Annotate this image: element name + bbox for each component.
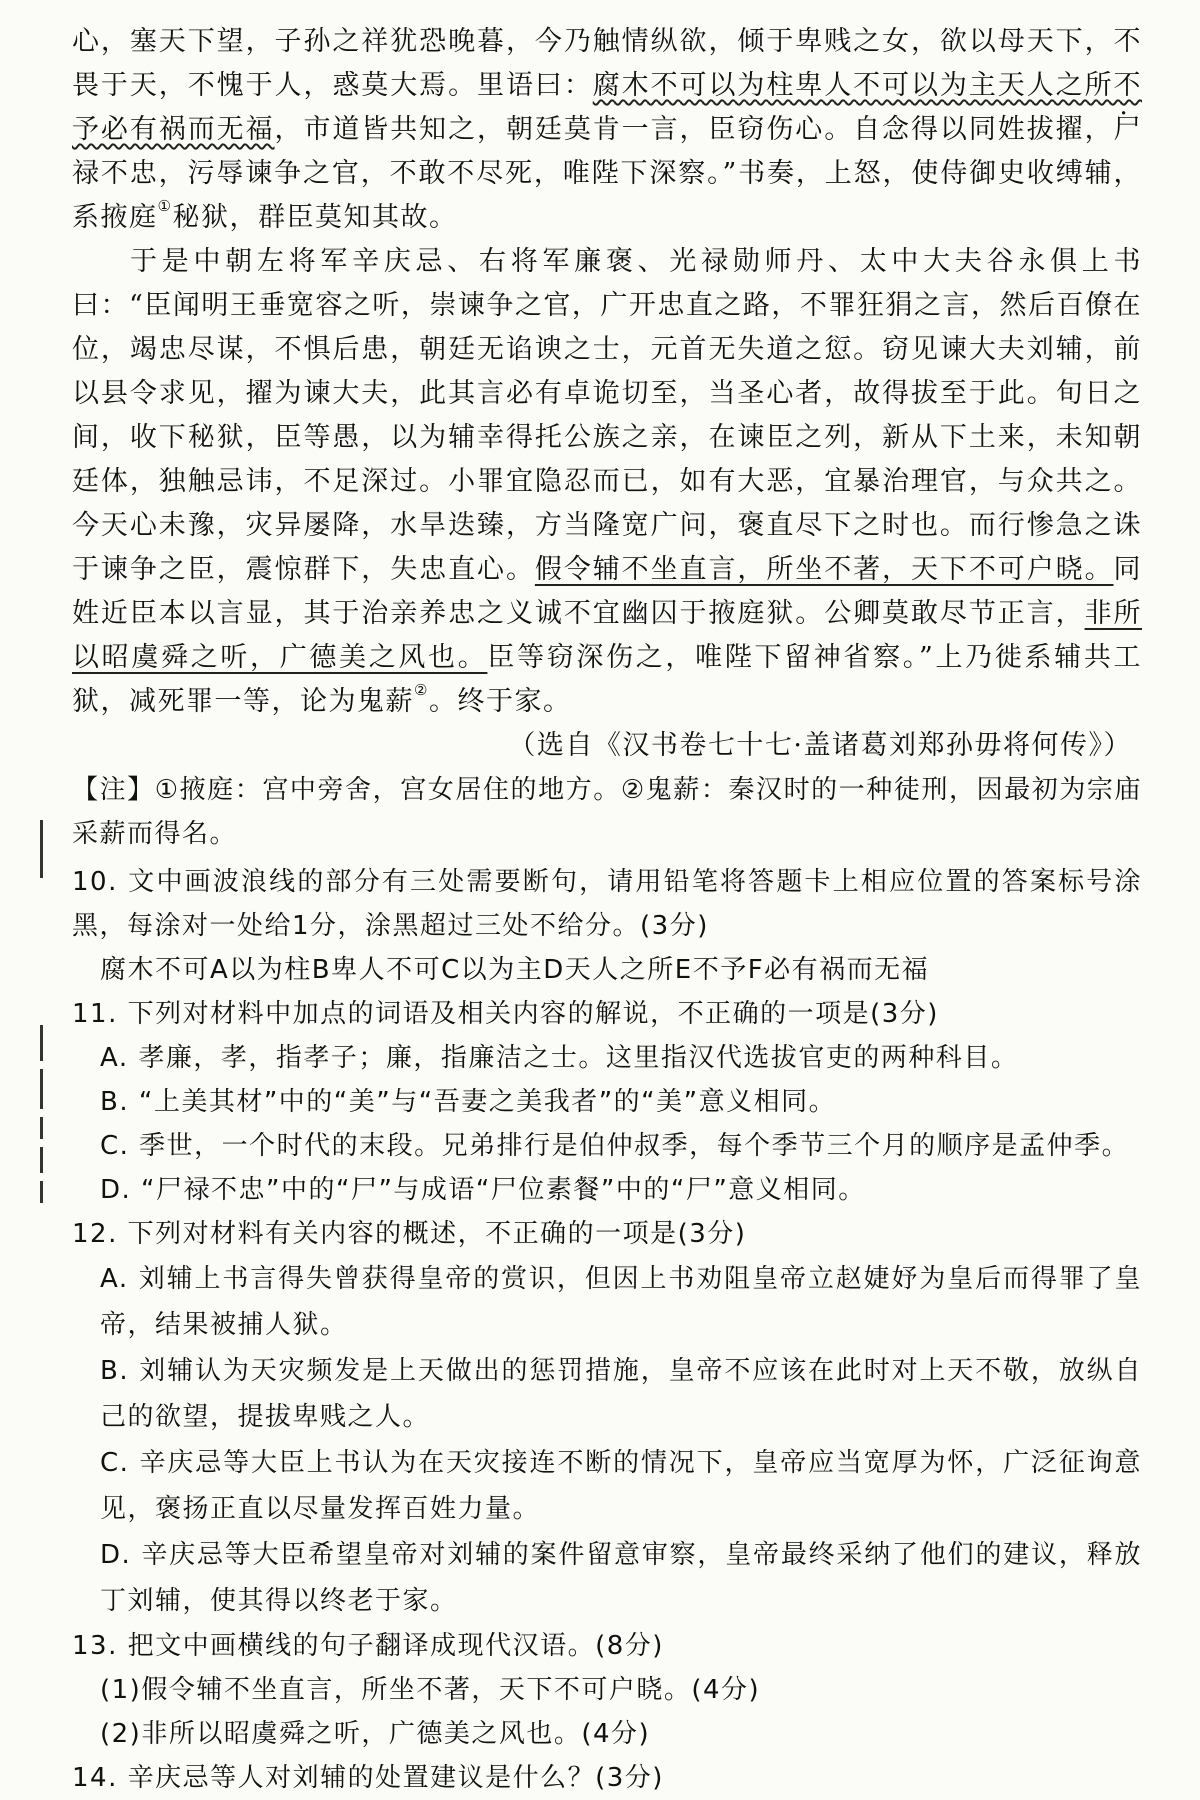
passage-paragraph-1: 心，塞天下望，子孙之祥犹恐晚暮，今乃触情纵欲，倾于卑贱之女，欲以母天下，不畏于天，不愧于人，惑莫大焉。里语曰：腐木不可以为柱卑人不可以为主天人之所不予必有祸而无福，市道皆共知之，朝廷莫肯一言，臣窃伤心。自念得以同姓拔擢，尸禄不忠，污辱谏争之官，不敢不尽死，唯陛下深察。”书奏，上怒，使侍御史收缚辅，系掖庭①秘狱，群臣莫知其故。 [72, 26, 1143, 233]
question-13-stem: 13. 把文中画横线的句子翻译成现代汉语。(8分) [72, 1631, 664, 1661]
question-10 [72, 860, 1142, 992]
passage-source: （选自《汉书卷七十七·盖诸葛刘郑孙毋将何传》） [508, 730, 1132, 761]
question-12 [72, 1212, 1142, 1624]
question-10-sentence: 腐木不可A以为柱B卑人不可C以为主D天人之所E不予F必有祸而无福 [100, 955, 930, 985]
question-13 [72, 1624, 1142, 1756]
margin-marks-2 [40, 1025, 43, 1211]
question-14-stem: 14. 辛庆忌等人对刘辅的处置建议是什么？(3分) [72, 1763, 664, 1793]
question-12-option-b: B. 刘辅认为天灾频发是上天做出的惩罚措施，皇帝不应该在此时对上天不敬，放纵自己的欲望，提拔卑贱之人。 [100, 1356, 1142, 1432]
question-11 [72, 992, 1142, 1212]
underlined-sentence-1: 假令辅不坐直言，所坐不著，天下不可户晓。 [534, 554, 1114, 585]
footnote-marker-1: ① [157, 197, 173, 215]
question-11-option-b: B. “上美其材”中的“美”与“吾妻之美我者”的“美”意义相同。 [100, 1087, 837, 1117]
question-11-option-c: C. 季世，一个时代的末段。兄弟排行是伯仲叔季，每个季节三个月的顺序是孟仲季。 [100, 1131, 1130, 1161]
question-12-stem: 12. 下列对材料有关内容的概述，不正确的一项是(3分) [72, 1219, 747, 1249]
question-11-stem: 11. 下列对材料中加点的词语及相关内容的解说，不正确的一项是(3分) [72, 999, 939, 1029]
question-13-sentence-2: (2)非所以昭虞舜之听，广德美之风也。(4分) [100, 1719, 651, 1749]
question-12-option-c: C. 辛庆忌等大臣上书认为在天灾接连不断的情况下，皇帝应当宽厚为怀，广泛征询意见，褒扬正直以尽量发挥百姓力量。 [100, 1448, 1142, 1524]
question-10-stem: 10. 文中画波浪线的部分有三处需要断句，请用铅笔将答题卡上相应位置的答案标号涂黑，每涂对一处给1分，涂黑超过三处不给分。(3分) [72, 867, 1142, 941]
passage-notes: 【注】①掖庭：宫中旁舍，宫女居住的地方。②鬼薪：秦汉时的一种徒刑，因最初为宗庙采薪而得名。 [72, 775, 1142, 849]
dotted-word: 尸 [1113, 114, 1143, 145]
wavy-underlined-text: 腐木不可以为柱卑人不可以为主天人之所不予必有祸而无福 [72, 70, 1142, 145]
reading-passage [72, 20, 1142, 1800]
question-14 [72, 1756, 1142, 1800]
passage-paragraph-2: 于是中朝左将军辛庆忌、右将军廉褒、光禄勋师丹、太中大夫谷永俱上书曰：“臣闻明王垂宽容之听，崇谏争之官，广开忠直之路，不罪狂狷之言，然后百僚在位，竭忠尽谋，不惧后患，朝廷无谄谀之士，元首无失道之愆。窃见谏大夫刘辅，前以县令求见，擢为谏大夫，此其言必有卓诡切至，当圣心者，故得拔至于此。旬日之间，收下秘狱，臣等愚，以为辅幸得托公族之亲，在谏臣之列，新从下土来，未知朝廷体，独触忌讳，不足深过。小罪宜隐忍而已，如有大恶，宜暴治理官，与众共之。今天心未豫，灾异屡降，水旱迭臻，方当隆宽广问，褒直尽下之时也。而行惨急之诛于谏争之臣，震惊群下，失忠直心。假令辅不坐直言，所坐不著，天下不可户晓。同姓近臣本以言显，其于治亲养忠之义诚不宜幽囚于掖庭狱。公卿莫敢尽节正言，非所以昭虞舜之听，广德美之风也。臣等窃深伤之，唯陛下留神省察。”上乃徙系辅共工狱，减死罪一等，论为鬼薪②。终于家。 [72, 246, 1143, 717]
question-13-sentence-1: (1)假令辅不坐直言，所坐不著，天下不可户晓。(4分) [100, 1675, 761, 1705]
underlined-sentence-2: 非所以昭虞舜之听，广德美之风也。 [72, 598, 1143, 673]
question-11-option-a: A. 孝廉，孝，指孝子；廉，指廉洁之士。这里指汉代选拔官吏的两种科目。 [100, 1043, 1019, 1073]
footnote-marker-2: ② [414, 681, 429, 699]
question-12-option-a: A. 刘辅上书言得失曾获得皇帝的赏识，但因上书劝阻皇帝立赵婕妤为皇后而得罪了皇帝，结果被捕人狱。 [100, 1264, 1142, 1340]
question-12-option-d: D. 辛庆忌等大臣希望皇帝对刘辅的案件留意审察，皇帝最终采纳了他们的建议，释放丁刘辅，使其得以终老于家。 [100, 1540, 1142, 1616]
margin-marks [40, 820, 43, 886]
question-11-option-d: D. “尸禄不忠”中的“尸”与成语“尸位素餐”中的“尸”意义相同。 [100, 1175, 866, 1205]
